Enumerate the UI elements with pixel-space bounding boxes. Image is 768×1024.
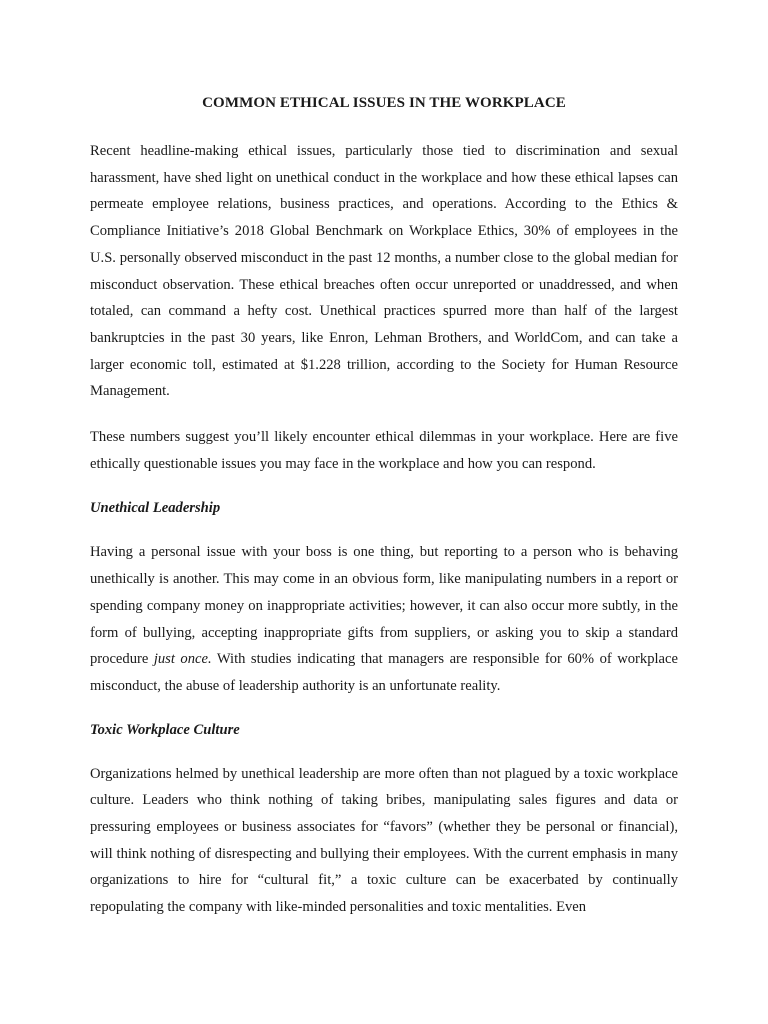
document-title: COMMON ETHICAL ISSUES IN THE WORKPLACE — [202, 95, 566, 111]
paragraph-text: With studies indicating that managers are responsible for 60% of workplace misconduct, the abuse of leadership authority is an unfortunate reality. — [90, 651, 678, 694]
section-heading-toxic-workplace-culture: Toxic Workplace Culture — [90, 721, 240, 738]
paragraph-toxic-workplace-culture: Organizations helmed by unethical leadership are more often than not plagued by a toxic workplace culture. Leaders who think nothing of taking bribes, manipulating sales figures and data or pressuring employees or business associates for “favors” (whether they be personal or financial), will think nothing of disrespecting and bullying their employees. With the current emphasis in many organizations to hire for “cultural fit,” a toxic culture can be exacerbated by continually repopulating the company with like-minded personalities and toxic mentalities. Even — [90, 765, 678, 916]
paragraph-intro: Recent headline-making ethical issues, particularly those tied to discrimination and sexual harassment, have shed light on unethical conduct in the workplace and how these ethical lapses can permeate employee relations, business practices, and operations. According to the Ethics & Compliance Initiative’s 2018 Global Benchmark on Workplace Ethics, 30% of employees in the U.S. personally observed misconduct in the past 12 months, a number close to the global median for misconduct observation. These ethical breaches often occur unreported or unaddressed, and when totaled, can command a hefty cost. Unethical practices spurred more than half of the largest bankruptcies in the past 30 years, like Enron, Lehman Brothers, and WorldCom, and can take a larger economic toll, estimated at $1.228 trillion, according to the Society for Human Resource Management. — [90, 143, 678, 400]
section-heading-unethical-leadership: Unethical Leadership — [90, 500, 221, 517]
paragraph-summary: These numbers suggest you’ll likely encounter ethical dilemmas in your workplace. Here are five ethically questionable issues you may face in the workplace and how you can respond. — [90, 429, 678, 472]
paragraph-text: Having a personal issue with your boss is one thing, but reporting to a person who is behaving unethically is another. This may come in an obvious form, like manipulating numbers in a report or spending company money on inappropriate activities; however, it can also occur more subtly, in the form of bullying, accepting inappropriate gifts from suppliers, or asking you to skip a standard procedure — [90, 544, 678, 668]
paragraph-unethical-leadership — [90, 539, 678, 699]
document-page — [90, 0, 678, 921]
italic-emphasis: just once. — [153, 651, 212, 668]
